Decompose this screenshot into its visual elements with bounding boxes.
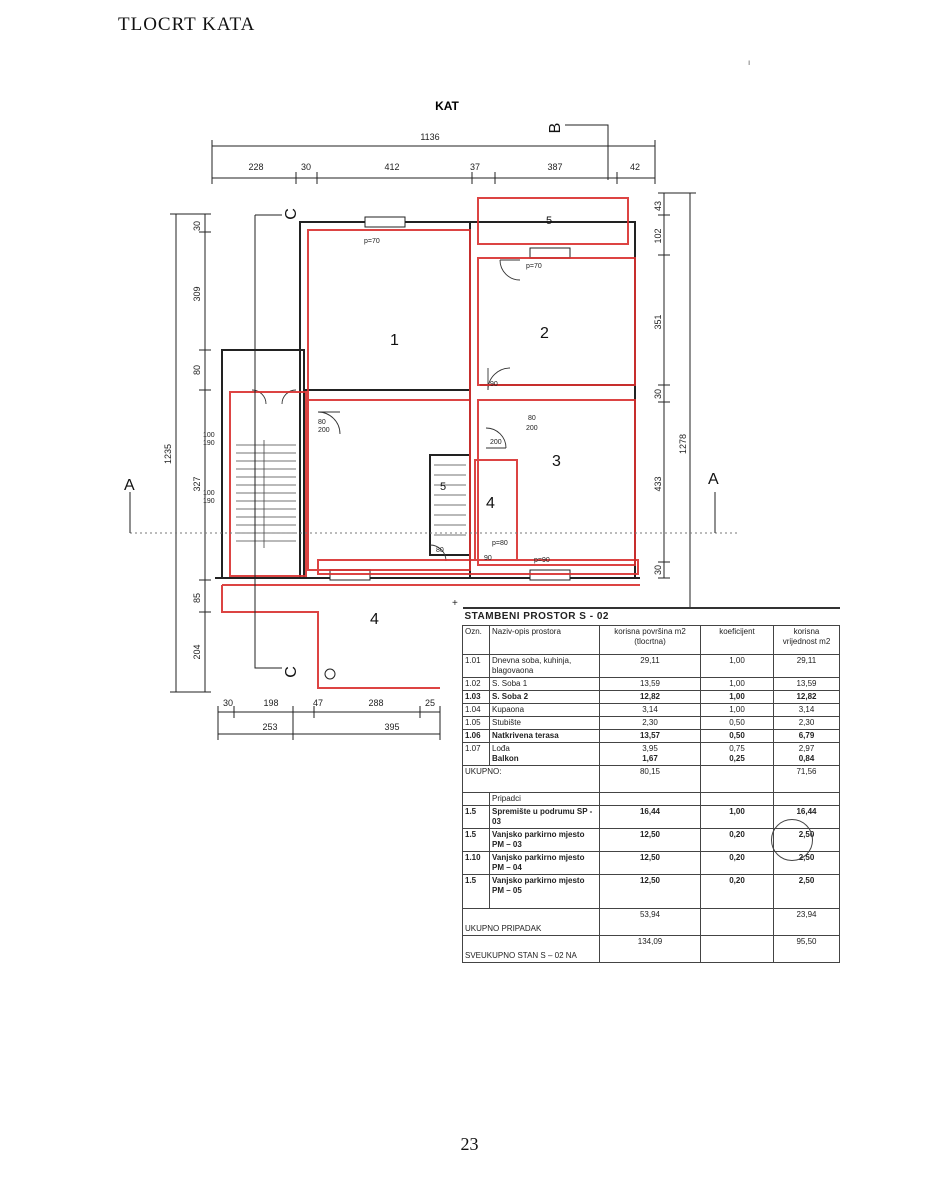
cell-line: 0,25 [729,754,745,763]
dim-left: 80 [192,364,202,376]
cell-koef: 0,20 [701,875,774,909]
cell-povrsina: 12,50 [600,875,701,909]
dim-left: 30 [192,220,202,232]
cell-oz: 1.5 [463,829,490,852]
dim-bottom-2: 395 [384,722,400,732]
cell-oz: 1.03 [463,691,490,704]
table-header: korisna vrijednost m2 [774,626,840,655]
table-row [463,678,840,691]
table-row [463,875,840,909]
table-row [463,717,840,730]
cell-total-vrijednost: 95,50 [774,936,840,963]
dim-right-total: 1278 [678,433,688,455]
cell-koef: 1,00 [701,678,774,691]
cell-empty [463,793,490,806]
dim-right: 43 [653,200,663,212]
dim-bottom: 47 [312,698,324,708]
cell-koef: 1,00 [701,691,774,704]
handwritten-circle [771,819,813,861]
cell-naziv: Natkrivena terasa [490,730,600,743]
room-number: 2 [540,325,549,342]
dim-right: 30 [653,564,663,576]
table-header: koeficijent [701,626,774,655]
cell-empty [774,793,840,806]
cell-vrijednost: 13,59 [774,678,840,691]
dim-left: 327 [192,476,202,492]
cell-vrijednost: 2,50 [774,852,840,875]
section-label-c-top: C [283,208,300,220]
table-row-grand-total [463,936,840,963]
cell-naziv: Vanjsko parkirno mjesto PM – 05 [490,875,600,909]
table-row [463,704,840,717]
door-label: 90 [490,381,498,388]
section-label-a-left: A [124,477,135,494]
window-label: p=70 [526,263,542,270]
cell-koef: 0,50 [701,717,774,730]
dim-top-total: 1136 [420,132,440,142]
door-label: 100 [203,490,215,497]
door-label: 200 [526,425,538,432]
cell-vrijednost: 12,82 [774,691,840,704]
window-label: p=70 [364,238,380,245]
cell-naziv [490,743,600,766]
cell-total-povrsina: 80,15 [600,766,701,793]
cell-line: 2,97 [798,744,815,753]
cell-vrijednost: 6,79 [774,730,840,743]
cell-total-label: SVEUKUPNO STAN S – 02 NA [463,936,600,963]
cell-naziv: Stubište [490,717,600,730]
dim-bottom: 30 [222,698,234,708]
cell-vrijednost: 2,30 [774,717,840,730]
cell-koef: 0,20 [701,852,774,875]
cell-vrijednost: 2,50 [774,875,840,909]
corner-mark: ı [748,58,751,67]
dim-right: 433 [653,476,663,492]
table-row-total [463,766,840,793]
cell-line: 0,75 [729,744,745,753]
cell-vrijednost: 16,44 [774,806,840,829]
room-number: 4 [370,611,379,628]
door-label: 200 [318,427,330,434]
cell-empty [701,766,774,793]
table-title: STAMBENI PROSTOR S - 02 [463,608,840,626]
section-label-c-bottom: C [283,666,300,678]
cell-total-povrsina: 53,94 [600,909,701,936]
cell-naziv: Dnevna soba, kuhinja, blagovaona [490,655,600,678]
cell-naziv: Spremište u podrumu SP - 03 [490,806,600,829]
cell-povrsina: 16,44 [600,806,701,829]
section-marker-circle [325,669,335,679]
dim-top: 30 [300,162,312,172]
cell-naziv: S. Soba 1 [490,678,600,691]
dim-right: 351 [653,314,663,330]
cell-total-label: UKUPNO: [463,766,600,793]
cell-vrijednost: 3,14 [774,704,840,717]
cell-oz: 1.5 [463,806,490,829]
section-label-a-right: A [708,471,719,488]
cell-oz: 1.07 [463,743,490,766]
window-label: p=90 [534,557,550,564]
area-table [462,607,840,963]
cell-section-label: Pripadci [490,793,600,806]
page-title: TLOCRT KATA [118,14,256,35]
cell-empty [701,936,774,963]
dim-left: 309 [192,286,202,302]
cell-povrsina: 3,14 [600,704,701,717]
cell-povrsina: 29,11 [600,655,701,678]
cell-koef: 1,00 [701,806,774,829]
cell-povrsina [600,743,701,766]
cell-line: 3,95 [642,744,658,753]
dim-top: 412 [384,162,400,172]
cell-oz: 1.05 [463,717,490,730]
cell-povrsina: 2,30 [600,717,701,730]
crosshair-mark: + [452,598,458,609]
dim-left: 85 [192,592,202,604]
door-label: 80 [528,415,536,422]
cell-empty [701,793,774,806]
dim-top: 228 [248,162,264,172]
cell-oz: 1.04 [463,704,490,717]
floor-label: KAT [435,99,459,113]
room-number: 1 [390,332,399,349]
table-row [463,655,840,678]
table-row-total [463,909,840,936]
room-number: 3 [552,453,561,470]
cell-oz: 1.01 [463,655,490,678]
dim-bottom: 25 [424,698,436,708]
cell-koef: 0,20 [701,829,774,852]
cell-povrsina: 12,50 [600,852,701,875]
cell-koef: 1,00 [701,655,774,678]
dim-bottom: 288 [368,698,384,708]
cell-oz: 1.10 [463,852,490,875]
cell-oz: 1.06 [463,730,490,743]
table-row [463,691,840,704]
table-header: Ozn. [463,626,490,655]
door-label: 90 [484,555,492,562]
cell-line: 0,84 [798,754,815,763]
window-label: p=80 [492,540,508,547]
cell-total-vrijednost: 71,56 [774,766,840,793]
table-header: Naziv-opis prostora [490,626,600,655]
door-label: 200 [490,439,502,446]
cell-koef: 0,50 [701,730,774,743]
cell-line: Lođa [492,744,510,753]
cell-total-label: UKUPNO PRIPADAK [463,909,600,936]
dim-left: 204 [192,644,202,660]
dim-bottom-2: 253 [262,722,278,732]
door-label: 190 [203,440,215,447]
section-label-b: B [547,122,564,134]
room-number: 5 [440,481,447,493]
cell-koef: 1,00 [701,704,774,717]
cell-vrijednost [774,743,840,766]
door-label: 80 [436,547,444,554]
room-number: 4 [486,495,495,512]
cell-naziv: Kupaona [490,704,600,717]
cell-povrsina: 12,82 [600,691,701,704]
cell-naziv: Vanjsko parkirno mjesto PM – 03 [490,829,600,852]
dim-top: 387 [547,162,563,172]
page-number: 23 [460,1134,479,1154]
cell-vrijednost: 29,11 [774,655,840,678]
cell-oz: 1.02 [463,678,490,691]
dim-top: 42 [629,162,641,172]
cell-povrsina: 12,50 [600,829,701,852]
door-label: 80 [318,419,326,426]
door-label: 190 [203,498,215,505]
table-header: korisna površina m2 (tlocrtna) [600,626,701,655]
dim-bottom: 198 [263,698,279,708]
dim-left-total: 1235 [163,443,173,465]
cell-naziv: Vanjsko parkirno mjesto PM – 04 [490,852,600,875]
table-row-section [463,793,840,806]
room-number: 5 [546,215,553,227]
table-row [463,743,840,766]
cell-vrijednost: 2,50 [774,829,840,852]
dim-right: 102 [653,228,663,244]
cell-empty [701,909,774,936]
cell-naziv: S. Soba 2 [490,691,600,704]
cell-povrsina: 13,57 [600,730,701,743]
cell-total-vrijednost: 23,94 [774,909,840,936]
cell-line: 1,67 [642,754,658,763]
cell-line: Balkon [492,754,519,763]
table-row [463,730,840,743]
cell-total-povrsina: 134,09 [600,936,701,963]
dim-right: 30 [653,388,663,400]
cell-empty [600,793,701,806]
door-label: 100 [203,432,215,439]
cell-oz: 1.5 [463,875,490,909]
cell-koef [701,743,774,766]
dim-top: 37 [469,162,481,172]
cell-povrsina: 13,59 [600,678,701,691]
